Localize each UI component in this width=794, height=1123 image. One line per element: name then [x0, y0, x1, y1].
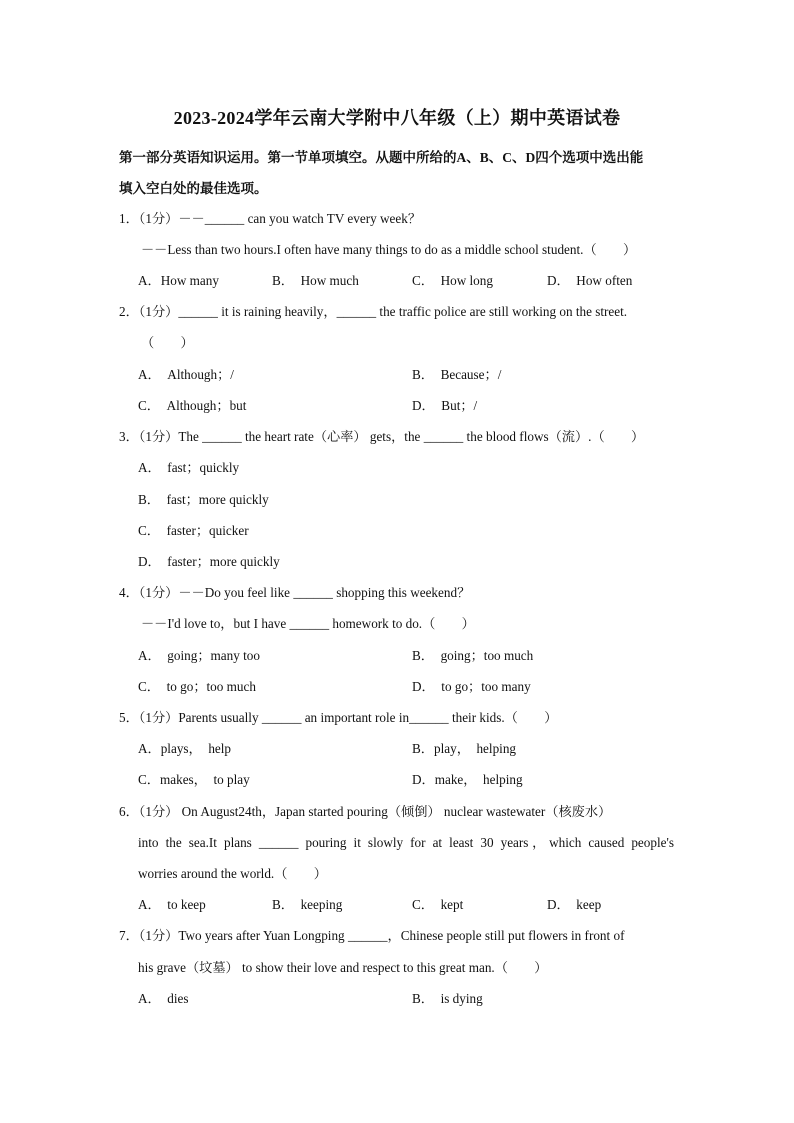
- question-3-option-b: B． fast；more quickly: [138, 492, 269, 507]
- question-6-stem-end: worries around the world.（ ）: [138, 866, 327, 881]
- question-4-option-b: B． going；too much: [412, 648, 534, 663]
- page-title: 2023-2024学年云南大学附中八年级（上）期中英语试卷: [173, 108, 621, 128]
- question-4-option-d: D． to go；too many: [412, 679, 531, 694]
- question-1-option-b: B． How much: [272, 273, 359, 288]
- section-instructions-cont: 填入空白处的最佳选项。: [119, 181, 268, 196]
- question-4-option-a: A． going；many too: [138, 648, 260, 663]
- question-1-dialog: －－Less than two hours.I often have many things to do as a middle school student.（ ）: [141, 242, 637, 257]
- question-6-option-c: C． kept: [412, 897, 464, 912]
- question-2-stem: 2．（1分）______ it is raining heavily，______ the traffic police are still working on the street.: [119, 304, 628, 319]
- question-6-option-b: B． keeping: [272, 897, 343, 912]
- question-5-option-d: D．make， helping: [412, 772, 523, 787]
- question-5-option-a: A．plays， help: [138, 741, 232, 756]
- question-3-option-a: A． fast；quickly: [138, 460, 240, 475]
- question-3-option-c: C． faster；quicker: [138, 523, 249, 538]
- question-1-option-a: A．How many: [138, 273, 219, 288]
- question-2-option-c: C． Although；but: [138, 398, 247, 413]
- question-3-stem: 3．（1分）The ______ the heart rate（心率） gets，the ______ the blood flows（流）.（ ）: [119, 429, 645, 444]
- question-6-option-a: A． to keep: [138, 897, 206, 912]
- question-7-option-a: A． dies: [138, 991, 189, 1006]
- question-5-option-b: B．play， helping: [412, 741, 517, 756]
- question-2-option-b: B． Because；/: [412, 367, 502, 382]
- question-7-stem-cont: his grave（坟墓） to show their love and respect to this great man.（ ）: [138, 960, 548, 975]
- question-2-option-a: A． Although；/: [138, 367, 234, 382]
- question-2-option-d: D． But；/: [412, 398, 478, 413]
- section-instructions: 第一部分英语知识运用。第一节单项填空。从题中所给的A、B、C、D四个选项中选出能: [119, 150, 644, 165]
- question-4-dialog: －－I'd love to，but I have ______ homework to do.（ ）: [141, 616, 475, 631]
- question-6-stem-cont: into the sea.It plans ______ pouring it slowly for at least 30 years，which caused people's: [138, 835, 674, 850]
- question-1-option-c: C． How long: [412, 273, 493, 288]
- question-4-option-c: C． to go；too much: [138, 679, 256, 694]
- question-7-stem: 7．（1分）Two years after Yuan Longping ______，Chinese people still put flowers in front of: [119, 928, 625, 943]
- question-5-option-c: C．makes， to play: [138, 772, 250, 787]
- question-1-option-d: D． How often: [547, 273, 633, 288]
- question-3-option-d: D． faster；more quickly: [138, 554, 280, 569]
- question-5-stem: 5．（1分）Parents usually ______ an important role in______ their kids.（ ）: [119, 710, 558, 725]
- question-2-stem-cont: （ ）: [141, 335, 194, 350]
- question-1-stem: 1．（1分）－－______ can you watch TV every week？: [119, 211, 422, 226]
- question-6-option-d: D． keep: [547, 897, 602, 912]
- question-7-option-b: B． is dying: [412, 991, 483, 1006]
- question-6-stem: 6．（1分） On August24th，Japan started pouring（倾倒） nuclear wastewater（核废水）: [119, 804, 612, 819]
- question-4-stem: 4．（1分）－－Do you feel like ______ shopping this weekend？: [119, 585, 471, 600]
